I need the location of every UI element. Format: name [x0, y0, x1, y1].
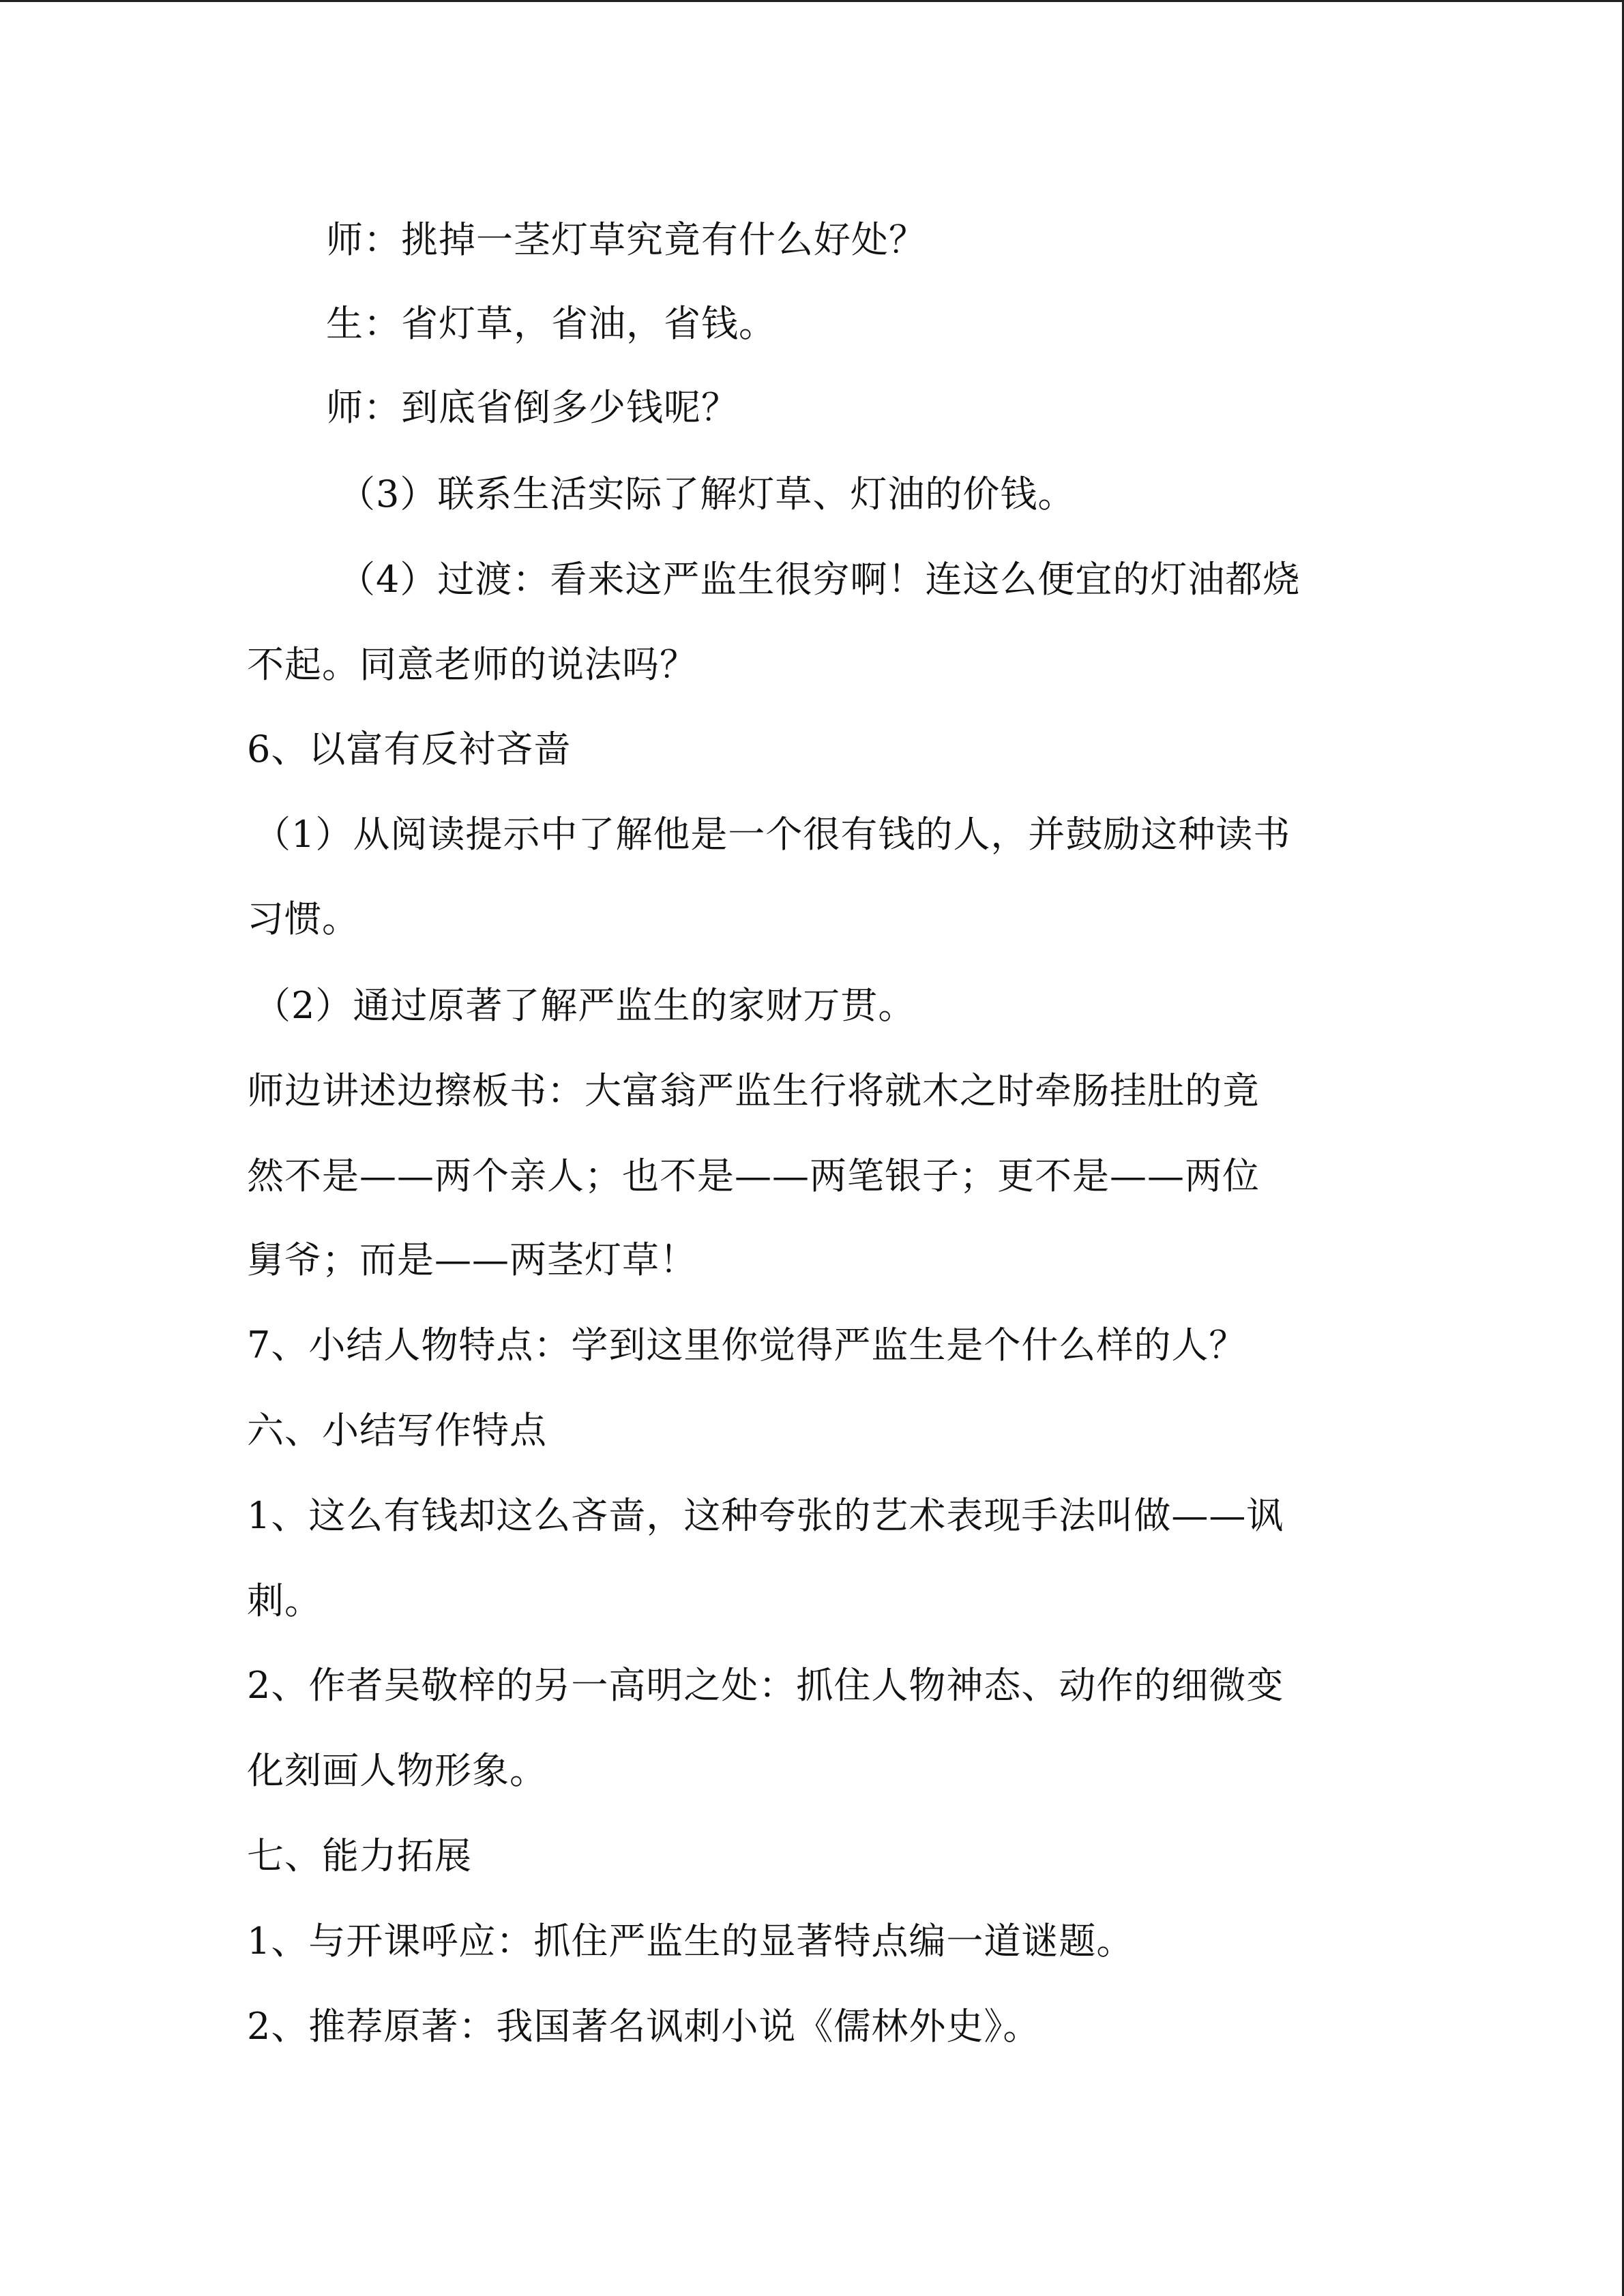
section-heading-seven: 七、能力拓展 — [247, 1834, 472, 1877]
text-line-teacher-question-1: 师：挑掉一茎灯草究竟有什么好处？ — [326, 218, 926, 261]
heading-item-7: 7、小结人物特点：学到这里你觉得严监生是个什么样的人？ — [247, 1324, 1247, 1367]
text-line-blackboard-3: 舅爷；而是——两茎灯草！ — [247, 1238, 697, 1281]
text-line-blackboard-2: 然不是——两个亲人；也不是——两笔银子；更不是——两位 — [247, 1154, 1260, 1197]
text-line-writing-2-cont: 化刻画人物形象。 — [247, 1749, 547, 1792]
text-line-step-4-cont: 不起。同意老师的说法吗？ — [247, 643, 697, 686]
text-line-extension-2: 2、推荐原著：我国著名讽刺小说《儒林外史》。 — [247, 2005, 1041, 2048]
text-line-student-answer: 生：省灯草，省油，省钱。 — [326, 302, 776, 345]
text-line-sub-1-cont: 习惯。 — [247, 897, 359, 940]
text-line-step-3: （3）联系生活实际了解灯草、灯油的价钱。 — [338, 473, 1076, 516]
text-line-extension-1: 1、与开课呼应：抓住严监生的显著特点编一道谜题。 — [247, 1920, 1134, 1963]
text-line-writing-1-cont: 刺。 — [247, 1579, 322, 1622]
heading-item-6: 6、以富有反衬吝啬 — [247, 728, 572, 771]
text-line-sub-1: （1）从阅读提示中了解他是一个很有钱的人，并鼓励这种读书 — [254, 813, 1291, 856]
text-line-writing-2: 2、作者吴敬梓的另一高明之处：抓住人物神态、动作的细微变 — [247, 1664, 1284, 1707]
text-line-sub-2: （2）通过原著了解严监生的家财万贯。 — [254, 984, 916, 1027]
section-heading-six: 六、小结写作特点 — [247, 1409, 547, 1452]
text-line-step-4: （4）过渡：看来这严监生很穷啊！连这么便宜的灯油都烧 — [338, 558, 1301, 601]
text-line-writing-1: 1、这么有钱却这么吝啬，这种夸张的艺术表现手法叫做——讽 — [247, 1494, 1284, 1537]
top-border-line — [0, 0, 1624, 2]
text-line-blackboard-1: 师边讲述边擦板书：大富翁严监生行将就木之时牵肠挂肚的竟 — [247, 1069, 1260, 1112]
text-line-teacher-question-2: 师：到底省倒多少钱呢？ — [326, 386, 739, 429]
